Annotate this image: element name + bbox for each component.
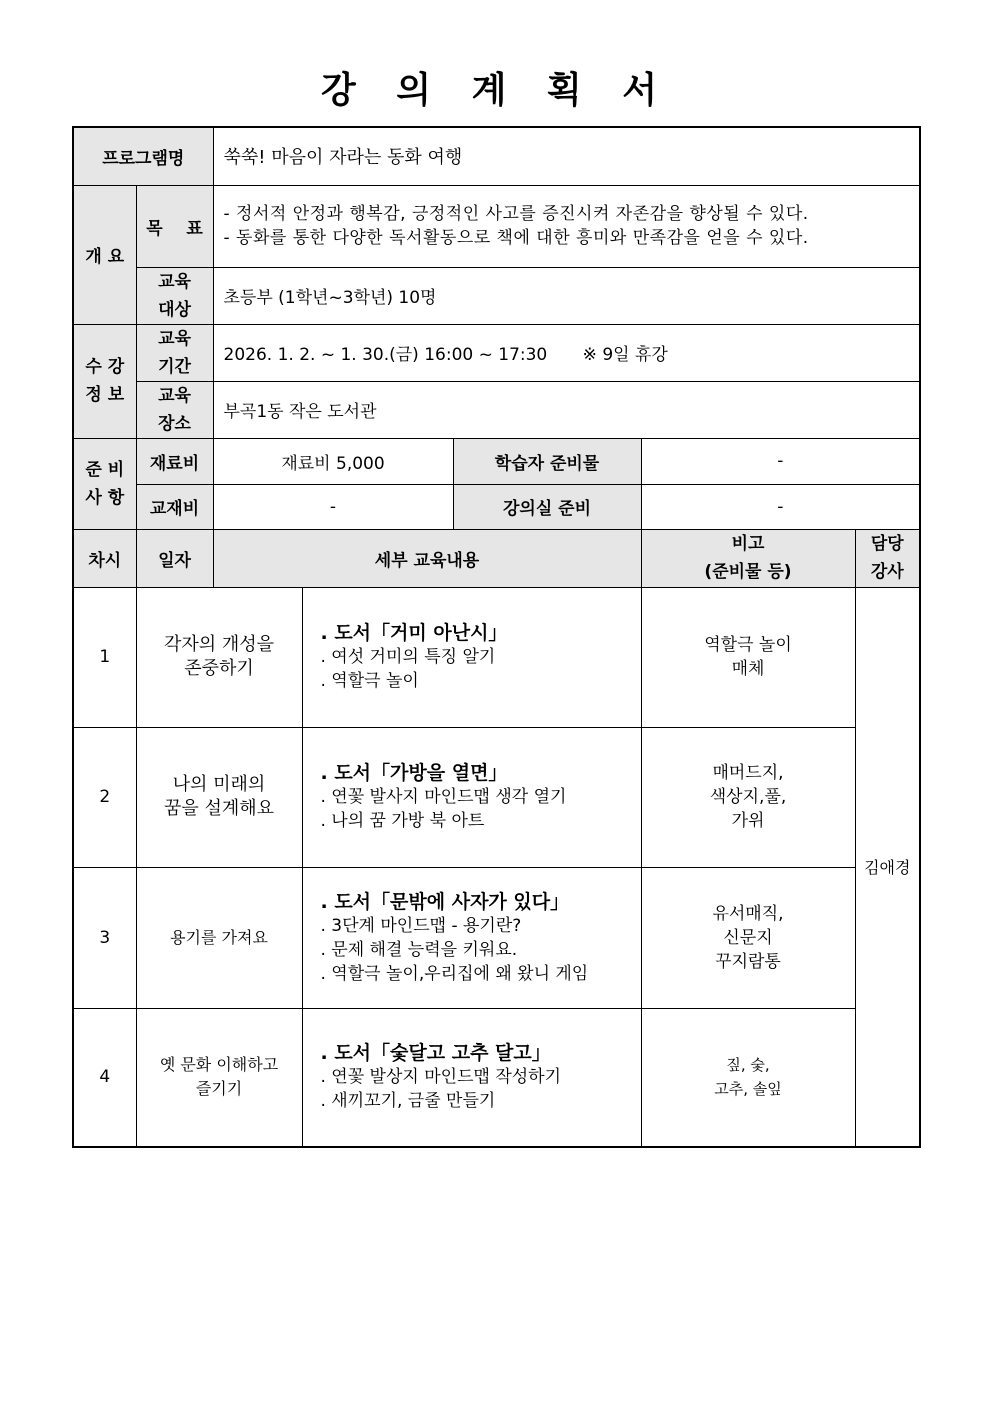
content-header: 세부 교육내용 bbox=[213, 529, 641, 587]
goal-item: - 정서적 안정과 행복감, 긍정적인 사고를 증진시켜 자존감을 향상될 수 있다. bbox=[223, 204, 809, 224]
instructor-name: 김애경 bbox=[855, 587, 920, 1147]
prep-label: 준 비 사 항 bbox=[73, 438, 136, 529]
material-fee-label: 재료비 bbox=[136, 438, 213, 484]
session-note: 매머드지, 색상지,풀, 가위 bbox=[641, 727, 855, 867]
period-note: ※ 9일 휴강 bbox=[582, 345, 668, 365]
classroom-prep-label: 강의실 준비 bbox=[453, 484, 641, 529]
session-activity: . 새끼꼬기, 금줄 만들기 bbox=[320, 1091, 496, 1112]
session-activity: . 역할극 놀이 bbox=[320, 671, 419, 691]
place-value: 부곡1동 작은 도서관 bbox=[213, 381, 920, 438]
session-activity: . 3단계 마인드맵 - 용기란? bbox=[320, 915, 522, 936]
session-content bbox=[302, 867, 641, 1008]
session-number: 3 bbox=[73, 867, 136, 1008]
session-content bbox=[302, 587, 641, 727]
period-label: 교육 기간 bbox=[136, 324, 213, 381]
session-activity: . 연꽃 발상지 마인드맵 작성하기 bbox=[320, 1067, 562, 1088]
table-row bbox=[73, 1008, 920, 1147]
period-value: 2026. 1. 2. ~ 1. 30.(금) 16:00 ~ 17:30 ※ 9일 휴강 bbox=[213, 324, 920, 381]
instructor-header: 담당 강사 bbox=[855, 529, 920, 587]
material-fee-value: 재료비 5,000 bbox=[213, 438, 453, 484]
goal-label: 목 표 bbox=[136, 185, 213, 267]
session-activity: . 나의 꿈 가방 북 아트 bbox=[320, 811, 485, 831]
learner-prep-label: 학습자 준비물 bbox=[453, 438, 641, 484]
table-row bbox=[73, 727, 920, 867]
program-name: 쑥쑥! 마음이 자라는 동화 여행 bbox=[213, 127, 920, 185]
session-activity: . 연꽃 발사지 마인드맵 생각 열기 bbox=[320, 787, 567, 807]
session-note: 짚, 숯, 고추, 솔잎 bbox=[641, 1008, 855, 1147]
session-book: . 도서「가방을 열면」 bbox=[320, 762, 508, 784]
session-note: 유서매직, 신문지 꾸지람통 bbox=[641, 867, 855, 1008]
session-number: 4 bbox=[73, 1008, 136, 1147]
session-topic: 용기를 가져요 bbox=[136, 867, 302, 1008]
table-row bbox=[73, 587, 920, 727]
session-book: . 도서「숯달고 고추 달고」 bbox=[320, 1042, 551, 1065]
classroom-prep-value: - bbox=[641, 484, 920, 529]
session-topic: 각자의 개성을 존중하기 bbox=[136, 587, 302, 727]
program-label: 프로그램명 bbox=[73, 127, 213, 185]
session-activity: . 역할극 놀이,우리집에 왜 왔니 게임 bbox=[320, 963, 589, 984]
enroll-label: 수 강 정 보 bbox=[73, 324, 136, 438]
learner-prep-value: - bbox=[641, 438, 920, 484]
place-label: 교육 장소 bbox=[136, 381, 213, 438]
session-book: . 도서「거미 아난시」 bbox=[320, 622, 508, 644]
textbook-fee-label: 교재비 bbox=[136, 484, 213, 529]
session-content bbox=[302, 1008, 641, 1147]
session-activity: . 여섯 거미의 특징 알기 bbox=[320, 647, 496, 667]
session-topic: 나의 미래의 꿈을 설계해요 bbox=[136, 727, 302, 867]
session-book: . 도서「문밖에 사자가 있다」 bbox=[320, 890, 570, 913]
target-label: 교육 대상 bbox=[136, 267, 213, 324]
session-number: 2 bbox=[73, 727, 136, 867]
session-note: 역할극 놀이 매체 bbox=[641, 587, 855, 727]
document-title: 강 의 계 획 서 bbox=[320, 70, 671, 111]
table-row bbox=[73, 867, 920, 1008]
note-header: 비고 (준비물 등) bbox=[641, 529, 855, 587]
target-value: 초등부 (1학년~3학년) 10명 bbox=[213, 267, 920, 324]
overview-label: 개 요 bbox=[73, 185, 136, 324]
goal-item: - 동화를 통한 다양한 독서활동으로 책에 대한 흥미와 만족감을 얻을 수 있다. bbox=[223, 228, 809, 248]
lecture-plan-table bbox=[72, 126, 921, 1148]
session-activity: . 문제 해결 능력을 키워요. bbox=[320, 939, 518, 960]
textbook-fee-value: - bbox=[213, 484, 453, 529]
session-topic: 옛 문화 이해하고 즐기기 bbox=[136, 1008, 302, 1147]
session-header: 차시 bbox=[73, 529, 136, 587]
session-number: 1 bbox=[73, 587, 136, 727]
goals-cell bbox=[213, 185, 920, 267]
session-content bbox=[302, 727, 641, 867]
date-header: 일자 bbox=[136, 529, 213, 587]
